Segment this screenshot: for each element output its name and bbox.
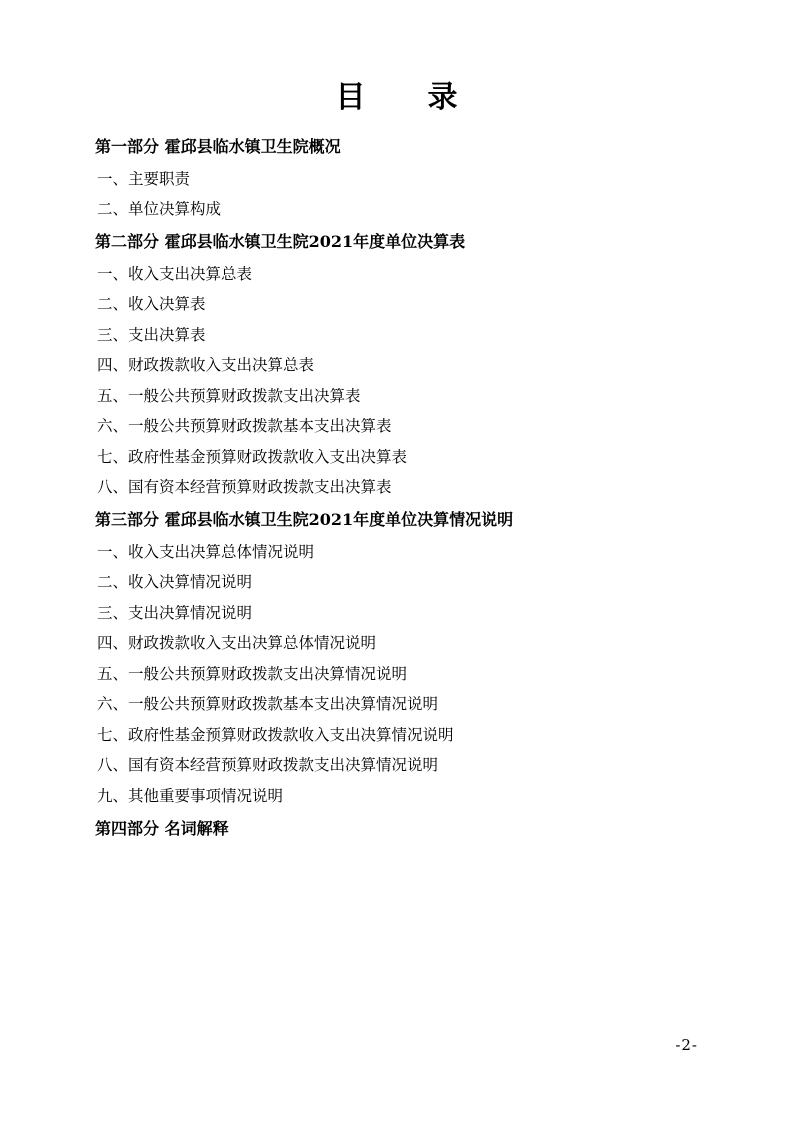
toc-item[interactable]: 二、单位决算构成 [97, 200, 222, 218]
toc-item[interactable]: 一、主要职责 [97, 169, 191, 188]
toc-item[interactable]: 七、政府性基金预算财政拨款收入支出决算表 [97, 447, 408, 466]
toc-item[interactable]: 二、收入决算表 [97, 295, 206, 313]
page-number: -2- [675, 1036, 698, 1054]
toc-item[interactable]: 八、国有资本经营预算财政拨款支出决算表 [97, 478, 392, 496]
toc-part-heading[interactable]: 第一部分 霍邱县临水镇卫生院概况 [95, 137, 341, 156]
toc-item[interactable]: 五、一般公共预算财政拨款支出决算情况说明 [97, 664, 408, 683]
toc-item[interactable]: 六、一般公共预算财政拨款基本支出决算情况说明 [97, 695, 439, 713]
table-of-contents [95, 130, 698, 846]
toc-item[interactable]: 五、一般公共预算财政拨款支出决算表 [97, 386, 361, 405]
toc-item[interactable]: 三、支出决算表 [97, 325, 206, 344]
page-title: 目 录 [335, 80, 474, 115]
toc-item[interactable]: 三、支出决算情况说明 [97, 603, 253, 622]
toc-item[interactable]: 四、财政拨款收入支出决算总表 [97, 356, 315, 374]
toc-item[interactable]: 一、收入支出决算总体情况说明 [97, 542, 315, 561]
toc-item[interactable]: 二、收入决算情况说明 [97, 573, 253, 591]
toc-part-heading[interactable]: 第二部分 霍邱县临水镇卫生院2021年度单位决算表 [95, 232, 466, 251]
toc-item[interactable]: 一、收入支出决算总表 [97, 264, 253, 283]
toc-part-heading[interactable]: 第四部分 名词解释 [95, 818, 229, 838]
toc-item[interactable]: 六、一般公共预算财政拨款基本支出决算表 [97, 417, 392, 435]
toc-item[interactable]: 九、其他重要事项情况说明 [97, 786, 284, 805]
toc-item[interactable]: 八、国有资本经营预算财政拨款支出决算情况说明 [97, 756, 439, 774]
toc-part-heading[interactable]: 第三部分 霍邱县临水镇卫生院2021年度单位决算情况说明 [95, 510, 514, 529]
toc-item[interactable]: 七、政府性基金预算财政拨款收入支出决算情况说明 [97, 725, 454, 744]
toc-item[interactable]: 四、财政拨款收入支出决算总体情况说明 [97, 634, 377, 652]
